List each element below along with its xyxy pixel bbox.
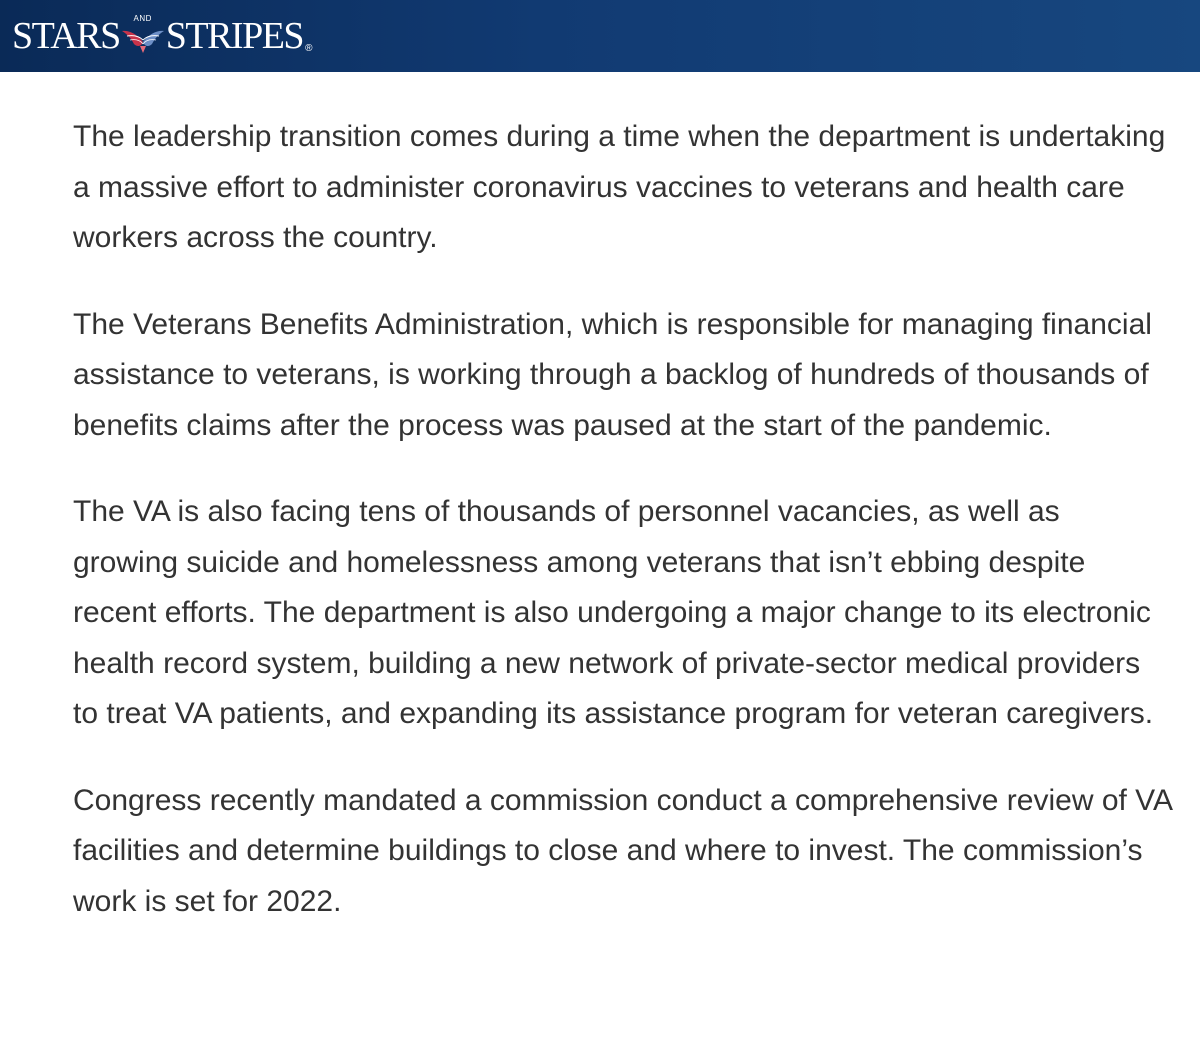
logo-emblem [121, 16, 165, 56]
article-paragraph: The leadership transition comes during a time when the department is undertaking a massive effort to administer coronavirus vaccines to veterans and health care workers across the country. [73, 120, 1166, 254]
eagle-wings-icon [121, 20, 165, 54]
article-body [73, 112, 1173, 963]
article-paragraph: The VA is also facing tens of thousands of personnel vacancies, as well as growing suicide and homelessness among veterans that isn’t ebbing despite recent efforts. The department is also undergoing a major change to its electronic health record system, building a new network of private-sector medical providers to treat VA patients, and expanding its assistance program for veteran caregivers. [73, 495, 1154, 730]
article-paragraph: The Veterans Benefits Administration, which is responsible for managing financial assistance to veterans, is working through a backlog of hundreds of thousands of benefits claims after the process was paused at the start of the pandemic. [73, 307, 1152, 442]
article-paragraph: Congress recently mandated a commission conduct a comprehensive review of VA facilities and determine buildings to close and where to invest. The commission’s work is set for 2022. [73, 783, 1172, 918]
stars-and-stripes-logo[interactable] [12, 12, 312, 60]
registered-mark: ® [305, 43, 313, 54]
logo-word-and: AND [133, 14, 152, 23]
logo-word-stripes: STRIPES [165, 15, 304, 57]
site-header [0, 0, 1200, 72]
logo-word-stars: STARS [12, 15, 120, 57]
